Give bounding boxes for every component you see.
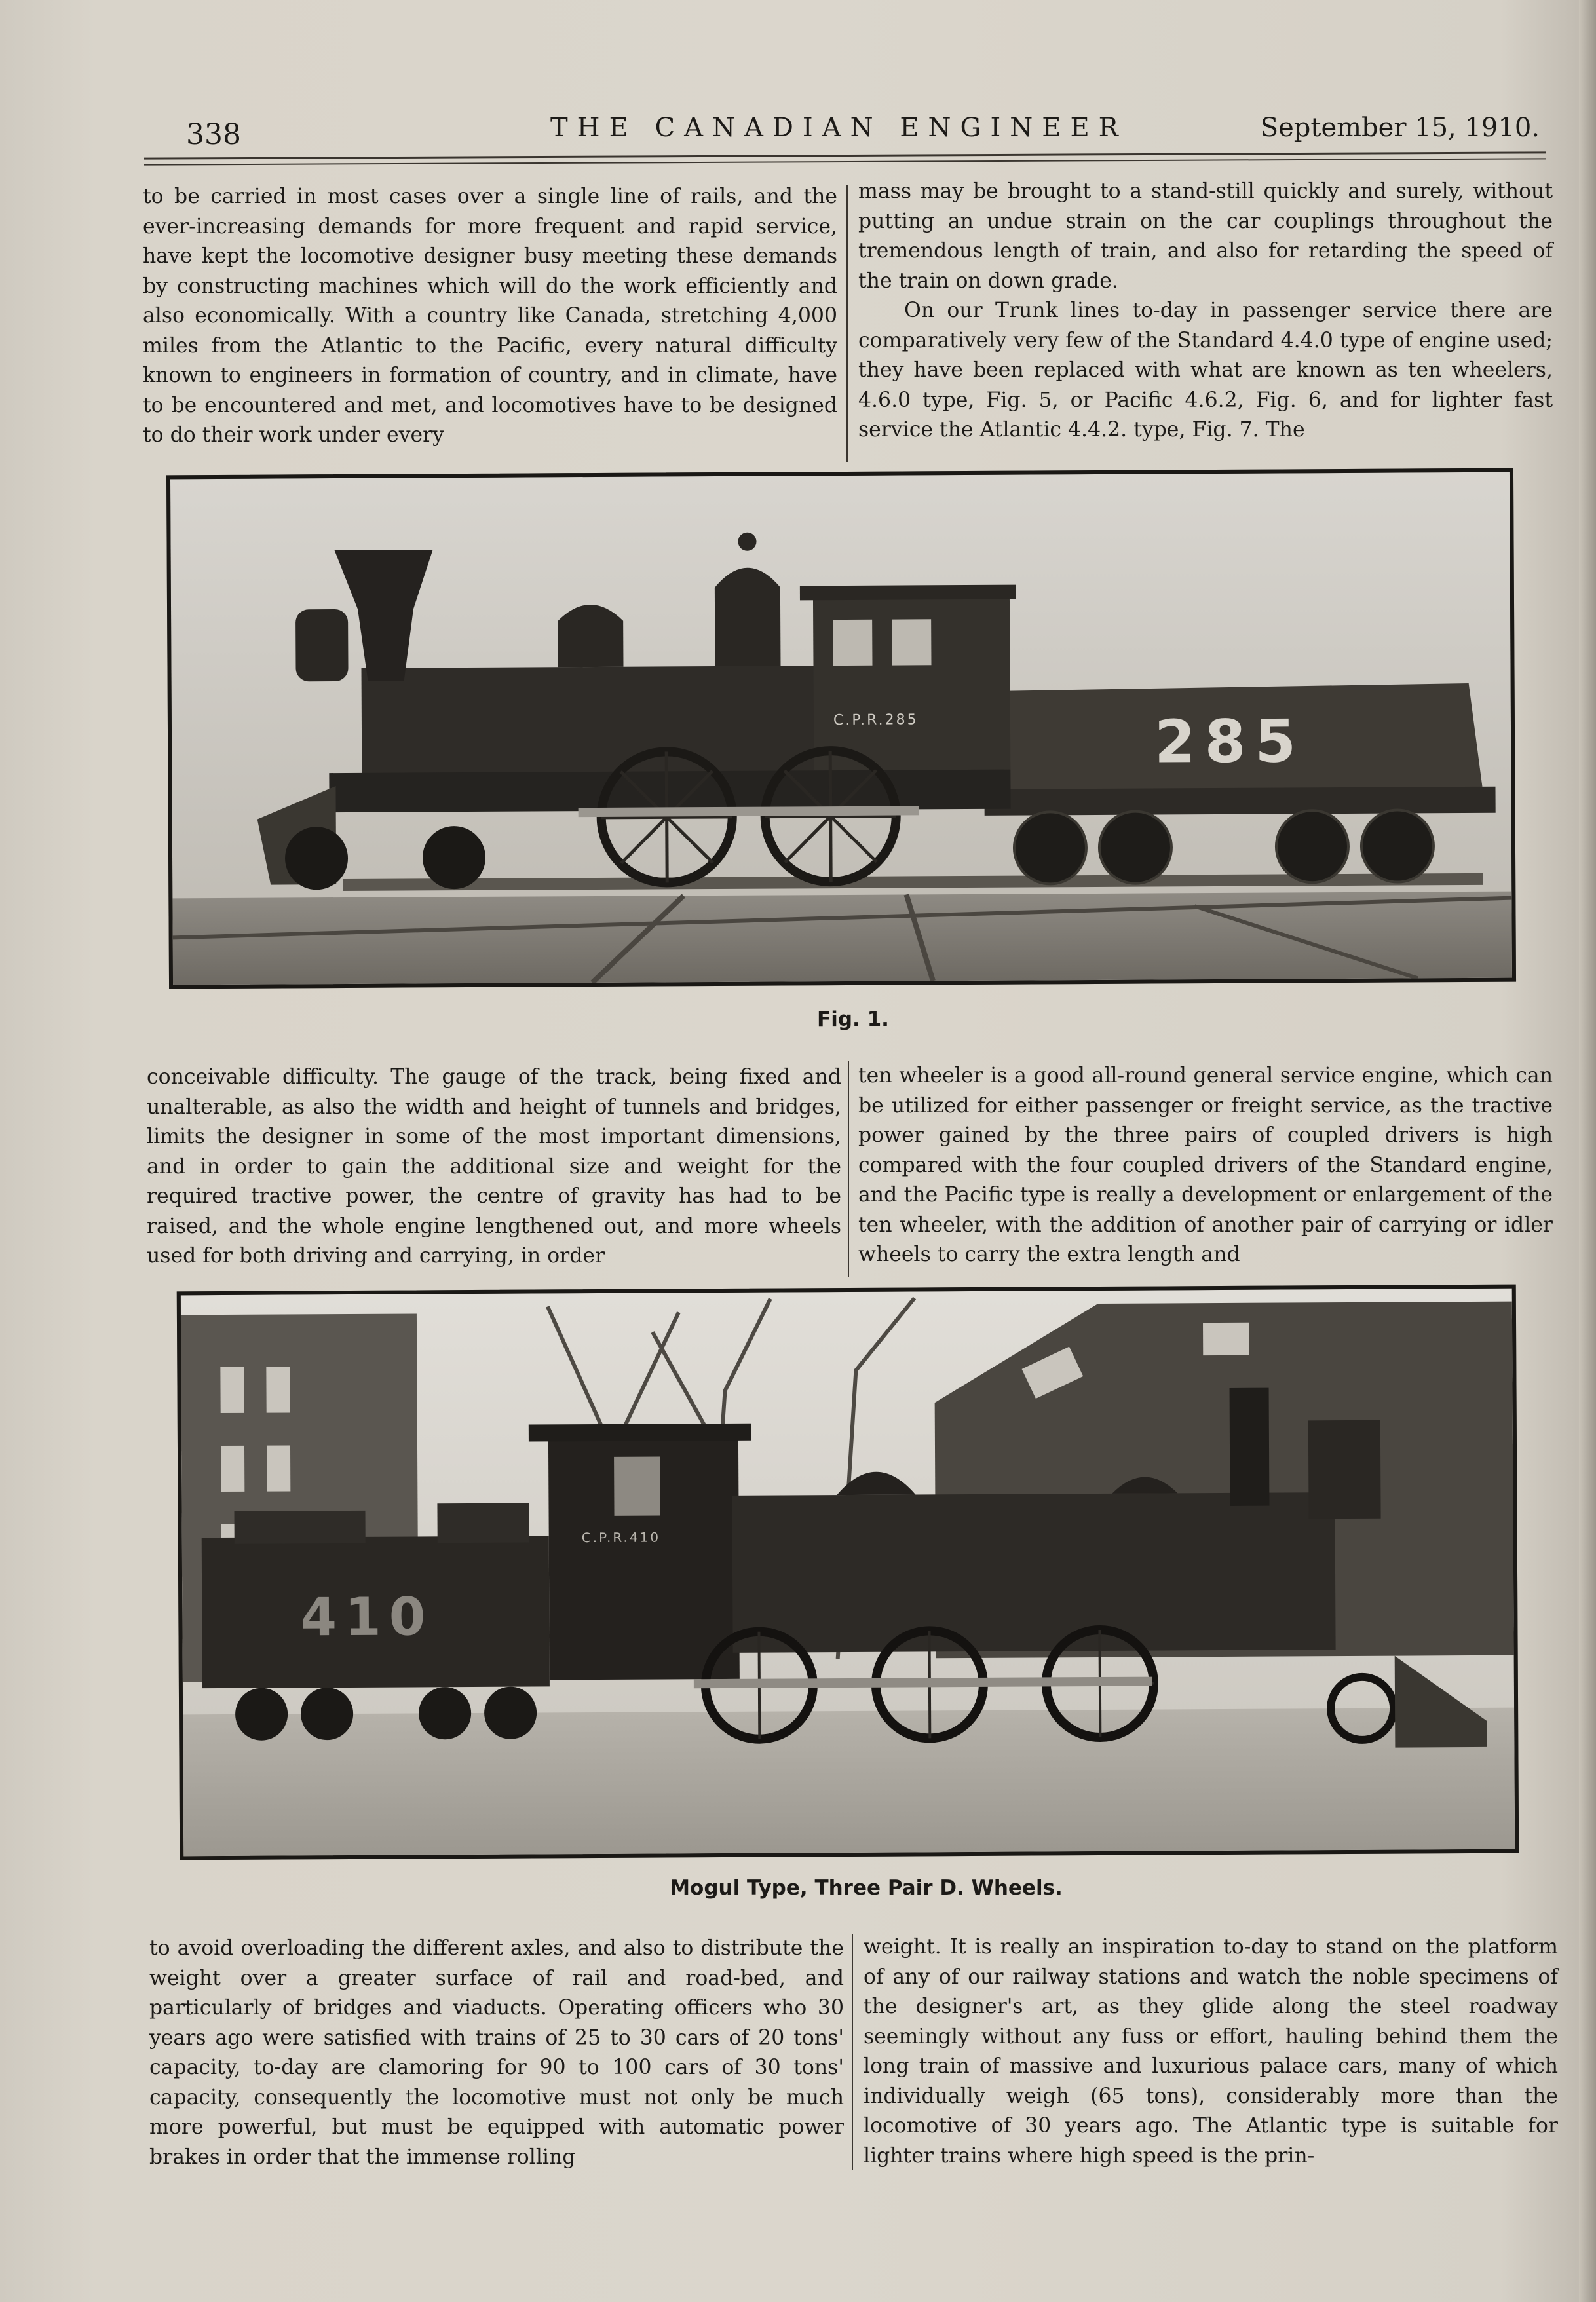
paragraph: On our Trunk lines to-day in passenger service there are comparatively very few of the Standard 4.4.0 type of engine used; they have been replaced with what are known as ten wheelers, 4.6.0 type, Fig. 5, or Pacific 4.6.2, Fig. 6, and for lighter fast service the Atlantic 4.4.2. type, Fig. 7. The [858,299,1553,442]
paragraph: conceivable difficulty. The gauge of the track, being fixed and unalterable, as also the width and height of tunnels and bridges, limits the designer in some of the most important dimensions, and in order to gain the additional size and weight for the required tractive power, the centre of gravity has had to be raised, and the whole engine lengthened out, and more wheels used for both driving and carrying, in order [147,1065,841,1268]
page-number: 338 [186,118,241,151]
text-column-middle-left [147,1063,841,1272]
locomotive-285-photo [170,472,1512,985]
text-column-bottom-right [864,1933,1558,2171]
running-header [144,110,1546,156]
column-divider [848,1061,849,1277]
text-column-top-right [858,177,1553,445]
column-divider [846,185,848,462]
figure-1-photo [166,468,1516,989]
paragraph: to be carried in most cases over a single line of rails, and the ever-increasing demands for more frequent and rapid service, have kept the locomotive designer busy meeting these demands by constructing machines which will do the work efficiently and also economically. With a country like Canada, stretching 4,000 miles from the Atlantic to the Pacific, every natural difficulty known to engineers in formation of country, and in climate, have to be encountered and met, and locomotives have to be designed to do their work under every [143,185,837,447]
column-divider [852,1934,853,2170]
cab-lettering: C.P.R.410 [581,1529,661,1546]
header-rule-thin [144,158,1546,165]
tender-number: 410 [300,1586,434,1648]
paragraph: mass may be brought to a stand-still quickly and surely, without putting an undue strain on the car couplings throughout the tremendous length of train, and also for retarding the speed of the train on down grade. [858,179,1553,293]
journal-title: THE CANADIAN ENGINEER [550,113,1128,143]
figure-2-caption: Mogul Type, Three Pair D. Wheels. [670,1876,1063,1900]
tender-number: 285 [1154,707,1306,777]
cab-lettering: C.P.R.285 [833,711,919,729]
text-column-bottom-left [149,1934,844,2172]
page-binding-edge [1579,0,1596,2302]
issue-date: September 15, 1910. [1260,113,1540,143]
paragraph: to avoid overloading the different axles, and also to distribute the weight over a greater surface of rail and road-bed, and particularly of bridges and viaducts. Operating officers who 30 years ago were satisfied with trains of 25 to 30 cars of 20 tons' capacity, to-day are clamoring for 90 to 100 cars of 30 tons' capacity, consequently the locomotive must not only be much more powerful, but must be equipped with automatic power brakes in order that the immense rolling [149,1936,844,2169]
text-column-top-left [143,182,837,451]
paragraph: weight. It is really an inspiration to-day to stand on the platform of any of our railway stations and watch the noble specimens of the designer's art, as they glide along the steel roadway seemingly without any fuss or effort, hauling behind them the long train of massive and luxurious palace cars, many of which individually weigh (65 tons), considerably more than the locomotive of 30 years ago. The Atlantic type is suitable for lighter trains where high speed is the prin- [864,1935,1558,2168]
figure-1-caption: Fig. 1. [817,1008,889,1031]
figure-2-photo [177,1285,1519,1860]
locomotive-410-photo [181,1289,1515,1857]
paragraph: ten wheeler is a good all-round general service engine, which can be utilized for either passenger or freight service, as the tractive power gained by the three pairs of coupled drivers is high compared with the four coupled drivers of the Standard engine, and the Pacific type is really a development or enlargement of the ten wheeler, with the addition of another pair of carrying or idler wheels to carry the extra length and [858,1064,1553,1266]
text-column-middle-right [858,1061,1553,1270]
